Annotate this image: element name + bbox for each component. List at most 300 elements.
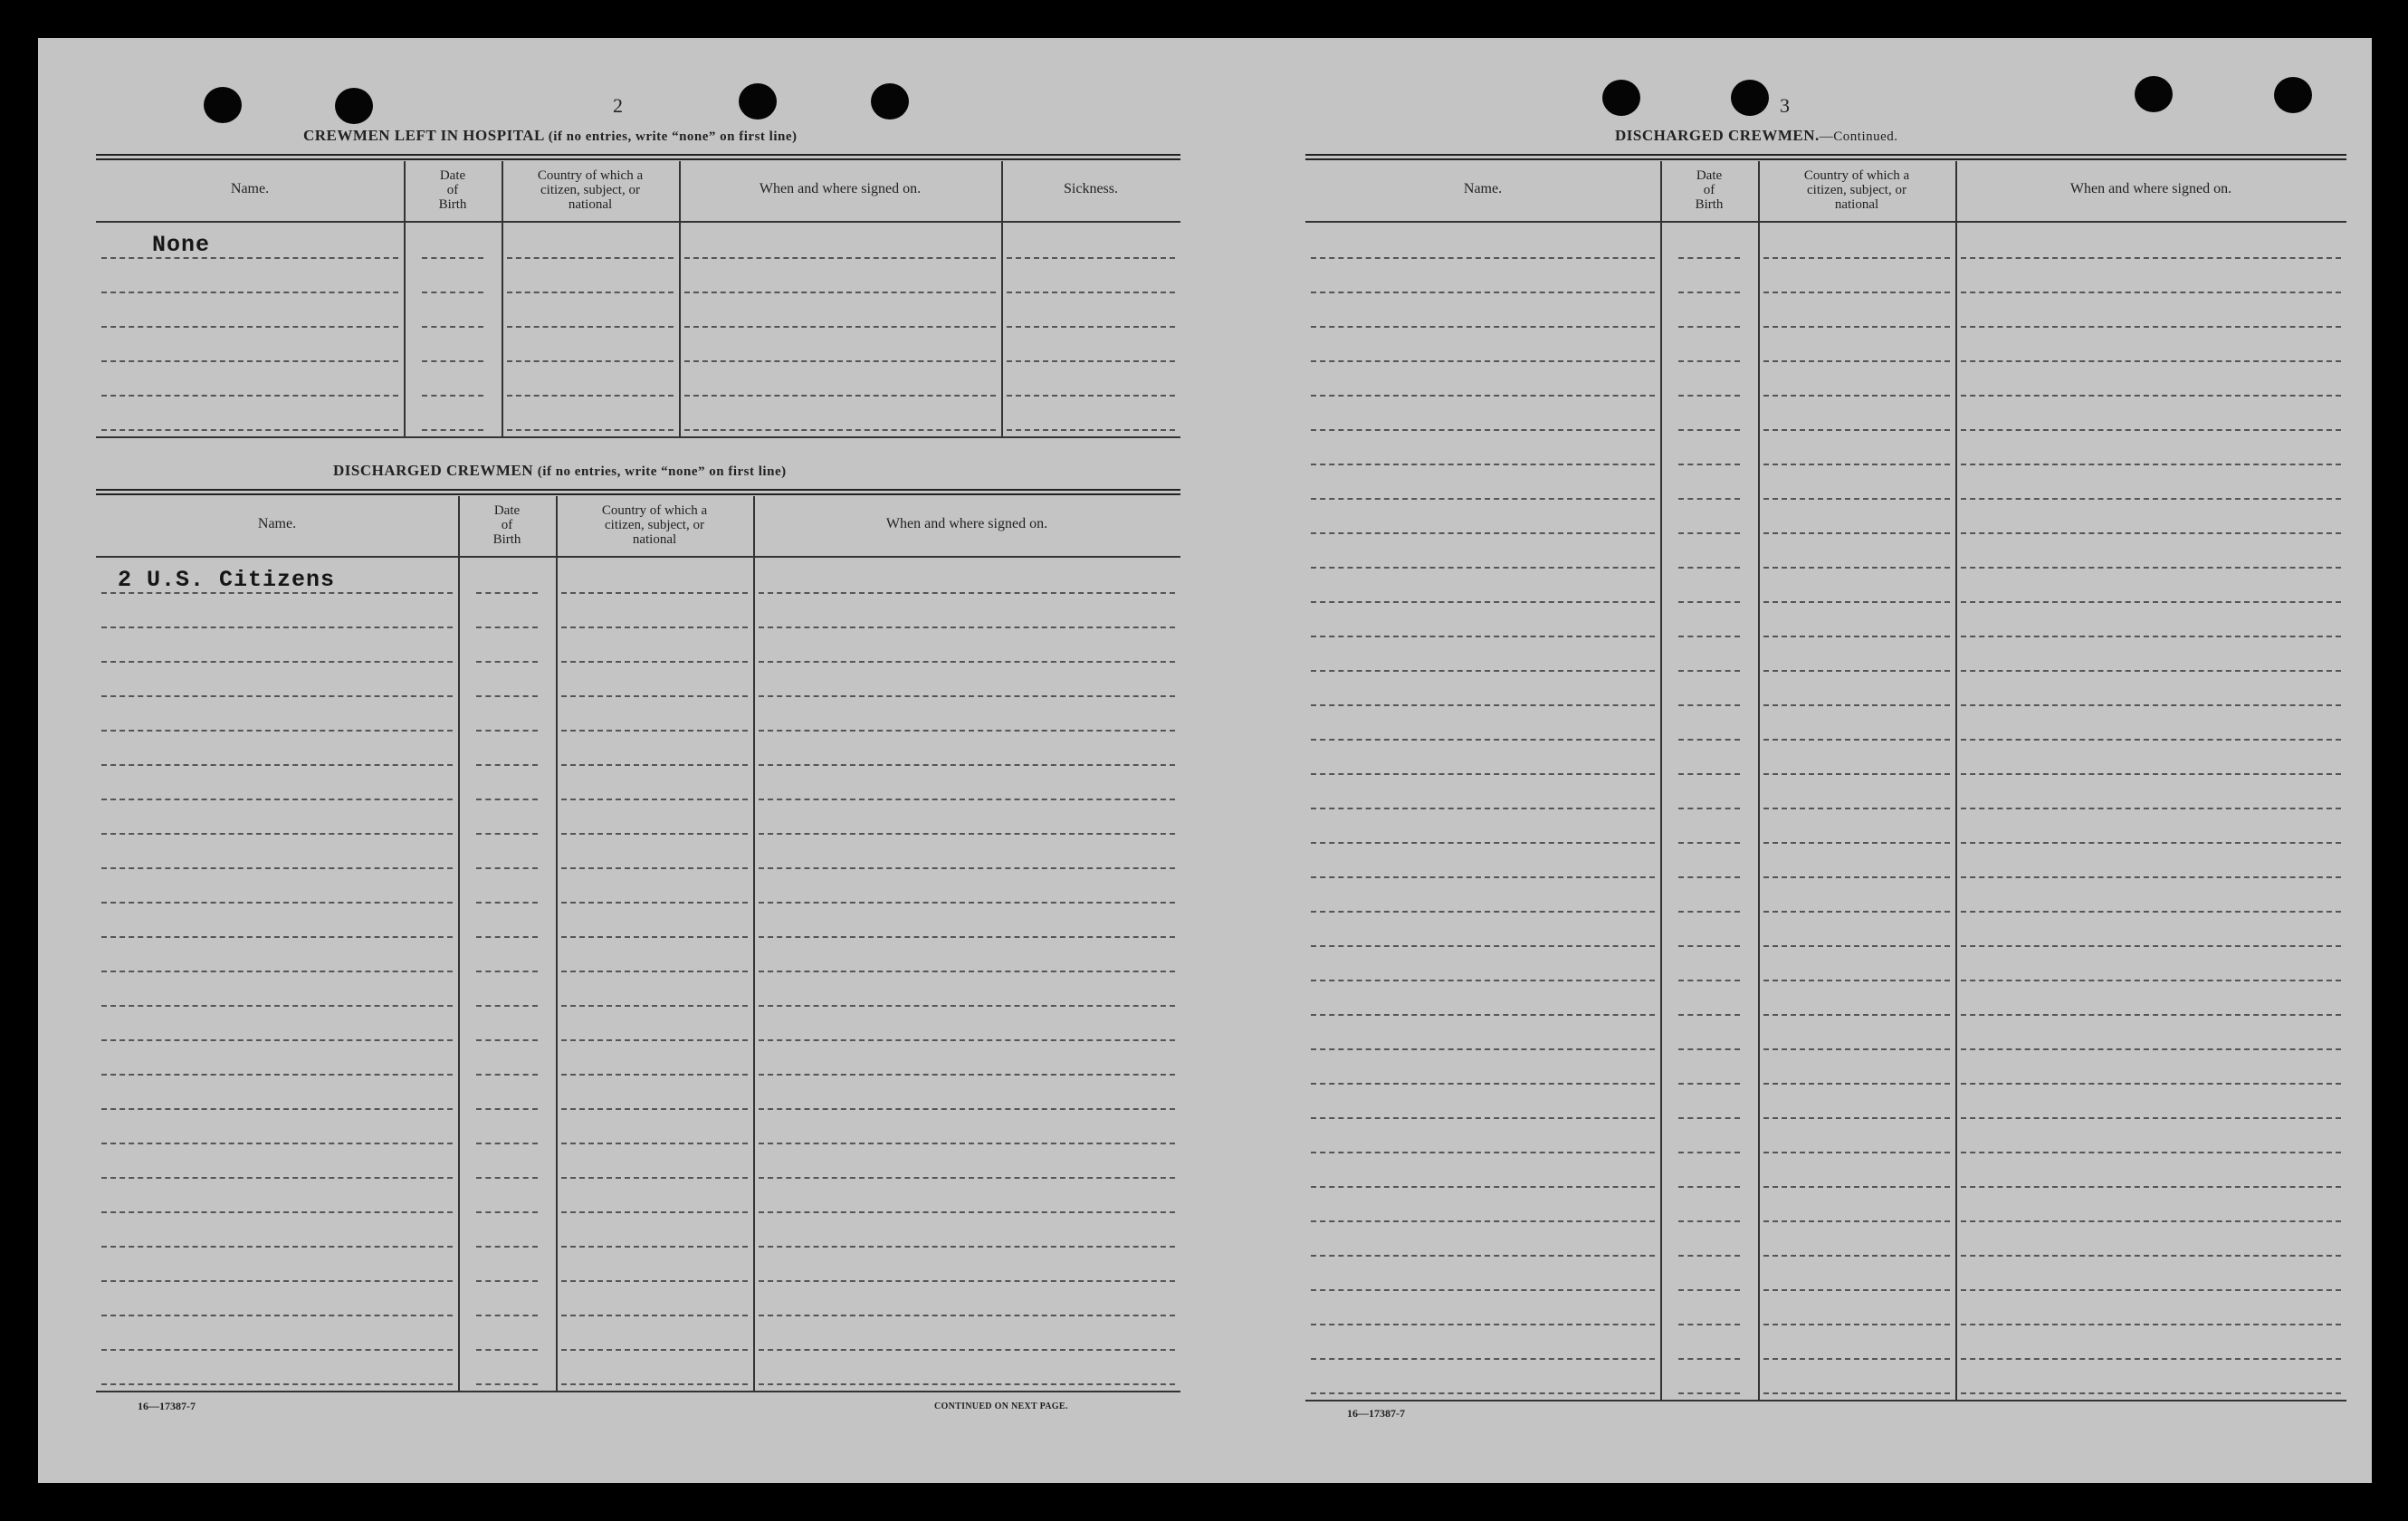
row-line (1763, 1289, 1950, 1291)
row-line (101, 395, 398, 397)
row-line (476, 833, 538, 835)
top-rule (1305, 158, 2346, 160)
hospital-title: CREWMEN LEFT IN HOSPITAL (303, 127, 544, 144)
row-line (561, 1211, 748, 1213)
row-line (1678, 911, 1740, 913)
punch-hole (1602, 80, 1640, 116)
top-rule (96, 154, 1180, 156)
top-rule (96, 158, 1180, 160)
row-line (684, 360, 996, 362)
row-line (101, 1211, 453, 1213)
form-code: 16—17387-7 (1347, 1407, 1405, 1420)
row-line (476, 627, 538, 628)
col-signed-header: When and where signed on. (2069, 181, 2232, 196)
row-line (1961, 704, 2341, 706)
row-line (422, 429, 483, 431)
row-line (1961, 1392, 2341, 1394)
row-line (1311, 842, 1655, 844)
row-line (1763, 1186, 1950, 1188)
column-rule (458, 496, 460, 1391)
row-line (1678, 1014, 1740, 1016)
row-line (101, 730, 453, 732)
row-line (1763, 1255, 1950, 1257)
row-line (1678, 1117, 1740, 1119)
row-line (1678, 292, 1740, 293)
row-line (1311, 773, 1655, 775)
row-line (1007, 257, 1175, 259)
row-line (1311, 1220, 1655, 1222)
punch-hole (2135, 76, 2173, 112)
row-line (1961, 360, 2341, 362)
row-line (1311, 395, 1655, 397)
punch-hole (335, 88, 373, 124)
form-code: 16—17387-7 (138, 1400, 196, 1412)
row-line (476, 1383, 538, 1385)
row-line (476, 867, 538, 869)
row-line (1678, 739, 1740, 741)
row-line (759, 1315, 1175, 1316)
row-line (1311, 292, 1655, 293)
row-line (561, 1039, 748, 1041)
row-line (1311, 567, 1655, 569)
row-line (1678, 532, 1740, 534)
row-line (1678, 326, 1740, 328)
row-line (1763, 395, 1950, 397)
col-signed-header: When and where signed on. (759, 181, 922, 196)
row-line (1311, 601, 1655, 603)
row-line (507, 257, 674, 259)
row-line (759, 971, 1175, 972)
row-line (1311, 1083, 1655, 1085)
row-line (1763, 704, 1950, 706)
punch-hole (2274, 77, 2312, 113)
row-line (1678, 1083, 1740, 1085)
header-rule (1305, 221, 2346, 223)
continued-note: CONTINUED ON NEXT PAGE. (934, 1401, 1068, 1411)
row-line (1311, 498, 1655, 500)
row-line (1311, 1014, 1655, 1016)
row-line (1763, 808, 1950, 809)
row-line (561, 1108, 748, 1110)
column-rule (556, 496, 558, 1391)
row-line (684, 429, 996, 431)
row-line (1678, 1324, 1740, 1325)
row-line (101, 326, 398, 328)
row-line (1961, 1014, 2341, 1016)
row-line (1311, 429, 1655, 431)
col-dob-header: Date of Birth (492, 503, 521, 547)
row-line (1961, 1152, 2341, 1153)
bottom-rule (96, 436, 1180, 438)
row-line (507, 360, 674, 362)
row-line (759, 592, 1175, 594)
column-rule (1660, 161, 1662, 1400)
row-line (101, 764, 453, 766)
row-line (1961, 808, 2341, 809)
row-line (101, 971, 453, 972)
hospital-section-title (303, 127, 798, 145)
bottom-rule (1305, 1400, 2346, 1401)
page-number: 3 (1780, 94, 1790, 117)
row-line (101, 257, 398, 259)
row-line (684, 326, 996, 328)
row-line (476, 902, 538, 904)
row-line (1311, 876, 1655, 878)
row-line (507, 395, 674, 397)
row-line (1961, 464, 2341, 465)
row-line (1678, 1289, 1740, 1291)
column-rule (679, 161, 681, 436)
row-line (507, 429, 674, 431)
row-line (759, 1280, 1175, 1282)
row-line (684, 395, 996, 397)
row-line (561, 902, 748, 904)
row-line (1678, 498, 1740, 500)
row-line (561, 1005, 748, 1007)
row-line (561, 1315, 748, 1316)
row-line (1961, 429, 2341, 431)
row-line (101, 936, 453, 938)
row-line (422, 360, 483, 362)
row-line (101, 1108, 453, 1110)
row-line (1763, 980, 1950, 981)
row-line (101, 695, 453, 697)
row-line (1311, 360, 1655, 362)
row-line (476, 1280, 538, 1282)
row-line (759, 1246, 1175, 1248)
row-line (1007, 326, 1175, 328)
row-line (561, 1349, 748, 1351)
row-line (1311, 911, 1655, 913)
row-line (1763, 257, 1950, 259)
col-name-header: Name. (1463, 181, 1503, 196)
row-line (101, 360, 398, 362)
right-section-title (1615, 127, 1898, 145)
row-line (476, 1074, 538, 1076)
row-line (1961, 1255, 2341, 1257)
row-line (1763, 670, 1950, 672)
row-line (476, 1211, 538, 1213)
row-line (1763, 360, 1950, 362)
row-line (422, 326, 483, 328)
row-line (1678, 1392, 1740, 1394)
col-name-header: Name. (230, 181, 270, 196)
header-rule (96, 221, 1180, 223)
row-line (1311, 636, 1655, 637)
row-line (1961, 842, 2341, 844)
form-sheet (38, 38, 2372, 1483)
row-line (759, 1349, 1175, 1351)
right-title-suffix: —Continued. (1819, 129, 1898, 144)
section-rule (96, 493, 1180, 495)
row-line (422, 292, 483, 293)
row-line (101, 833, 453, 835)
row-line (1763, 601, 1950, 603)
row-line (759, 695, 1175, 697)
row-line (1678, 1152, 1740, 1153)
row-line (1961, 395, 2341, 397)
row-line (1311, 980, 1655, 981)
row-line (1678, 808, 1740, 809)
row-line (1961, 911, 2341, 913)
row-line (476, 1108, 538, 1110)
col-country-header: Country of which a citizen, subject, or national (1803, 168, 1910, 212)
row-line (1961, 1117, 2341, 1119)
row-line (476, 1143, 538, 1144)
row-line (759, 764, 1175, 766)
row-line (1311, 532, 1655, 534)
row-line (1961, 1048, 2341, 1050)
row-line (101, 902, 453, 904)
row-line (1763, 464, 1950, 465)
column-rule (1001, 161, 1003, 436)
row-line (1311, 1358, 1655, 1360)
row-line (1763, 1392, 1950, 1394)
row-line (422, 395, 483, 397)
row-line (759, 627, 1175, 628)
discharged-note: (if no entries, write “none” on first line) (537, 464, 787, 479)
row-line (561, 1246, 748, 1248)
row-line (476, 971, 538, 972)
row-line (1961, 636, 2341, 637)
row-line (476, 695, 538, 697)
row-line (759, 1108, 1175, 1110)
row-line (1678, 842, 1740, 844)
row-line (1678, 1255, 1740, 1257)
row-line (1763, 292, 1950, 293)
row-line (759, 661, 1175, 663)
punch-hole (1731, 80, 1769, 116)
row-line (759, 902, 1175, 904)
row-line (1678, 395, 1740, 397)
row-line (1678, 601, 1740, 603)
row-line (759, 1005, 1175, 1007)
row-line (1678, 980, 1740, 981)
row-line (101, 429, 398, 431)
punch-hole (739, 83, 777, 120)
row-line (1961, 292, 2341, 293)
discharged-entry: 2 U.S. Citizens (118, 567, 336, 593)
row-line (476, 1005, 538, 1007)
row-line (101, 1280, 453, 1282)
row-line (1678, 1048, 1740, 1050)
row-line (1961, 532, 2341, 534)
row-line (507, 292, 674, 293)
row-line (1961, 945, 2341, 947)
row-line (1763, 567, 1950, 569)
row-line (476, 1349, 538, 1351)
row-line (1311, 808, 1655, 809)
row-line (1961, 739, 2341, 741)
row-line (759, 730, 1175, 732)
row-line (101, 1074, 453, 1076)
row-line (101, 1143, 453, 1144)
row-line (1763, 876, 1950, 878)
row-line (101, 1246, 453, 1248)
row-line (1961, 601, 2341, 603)
col-dob-header: Date of Birth (1695, 168, 1724, 212)
row-line (561, 1143, 748, 1144)
row-line (1311, 464, 1655, 465)
row-line (1311, 1289, 1655, 1291)
row-line (1678, 429, 1740, 431)
row-line (1678, 704, 1740, 706)
punch-hole (204, 87, 242, 123)
row-line (101, 1005, 453, 1007)
row-line (101, 627, 453, 628)
row-line (561, 661, 748, 663)
row-line (561, 833, 748, 835)
discharged-section-title (333, 462, 787, 480)
col-sickness-header: Sickness. (1064, 181, 1118, 196)
row-line (422, 257, 483, 259)
row-line (101, 661, 453, 663)
column-rule (1955, 161, 1957, 1400)
row-line (1007, 395, 1175, 397)
row-line (1311, 326, 1655, 328)
row-line (1311, 704, 1655, 706)
row-line (759, 1383, 1175, 1385)
row-line (101, 1383, 453, 1385)
col-signed-header: When and where signed on. (885, 516, 1048, 531)
row-line (561, 764, 748, 766)
row-line (476, 936, 538, 938)
discharged-title: DISCHARGED CREWMEN (333, 462, 534, 479)
row-line (1311, 1117, 1655, 1119)
row-line (561, 730, 748, 732)
row-line (759, 1074, 1175, 1076)
row-line (1961, 670, 2341, 672)
row-line (1961, 876, 2341, 878)
row-line (1763, 739, 1950, 741)
row-line (1763, 1358, 1950, 1360)
row-line (101, 292, 398, 293)
row-line (476, 1039, 538, 1041)
row-line (1961, 1324, 2341, 1325)
row-line (1311, 1255, 1655, 1257)
row-line (101, 1349, 453, 1351)
row-line (1763, 1220, 1950, 1222)
row-line (476, 1246, 538, 1248)
row-line (561, 592, 748, 594)
column-rule (753, 496, 755, 1391)
row-line (476, 730, 538, 732)
row-line (759, 799, 1175, 800)
row-line (1763, 1083, 1950, 1085)
row-line (1678, 567, 1740, 569)
row-line (1311, 1324, 1655, 1325)
row-line (1311, 1048, 1655, 1050)
column-rule (1758, 161, 1760, 1400)
row-line (561, 936, 748, 938)
row-line (1311, 1392, 1655, 1394)
row-line (1311, 1152, 1655, 1153)
header-rule (96, 556, 1180, 558)
row-line (1763, 1152, 1950, 1153)
row-line (101, 1039, 453, 1041)
row-line (507, 326, 674, 328)
row-line (1311, 257, 1655, 259)
row-line (561, 1177, 748, 1179)
row-line (1311, 670, 1655, 672)
row-line (1678, 257, 1740, 259)
row-line (1763, 773, 1950, 775)
row-line (1763, 1324, 1950, 1325)
row-line (561, 971, 748, 972)
row-line (476, 764, 538, 766)
hospital-note: (if no entries, write “none” on first line) (548, 129, 798, 144)
row-line (476, 592, 538, 594)
row-line (561, 1074, 748, 1076)
row-line (684, 292, 996, 293)
col-name-header: Name. (257, 516, 297, 531)
row-line (1763, 429, 1950, 431)
row-line (1763, 1048, 1950, 1050)
punch-hole (871, 83, 909, 120)
right-title: DISCHARGED CREWMEN. (1615, 127, 1820, 144)
row-line (1961, 567, 2341, 569)
row-line (1961, 1358, 2341, 1360)
row-line (1678, 360, 1740, 362)
row-line (1961, 980, 2341, 981)
row-line (561, 627, 748, 628)
row-line (1007, 360, 1175, 362)
row-line (759, 1211, 1175, 1213)
row-line (1678, 876, 1740, 878)
col-country-header: Country of which a citizen, subject, or national (537, 168, 644, 212)
row-line (101, 1177, 453, 1179)
row-line (1678, 1186, 1740, 1188)
row-line (1961, 1186, 2341, 1188)
row-line (1961, 773, 2341, 775)
row-line (1678, 945, 1740, 947)
row-line (1007, 429, 1175, 431)
row-line (1311, 739, 1655, 741)
row-line (1678, 670, 1740, 672)
row-line (1678, 636, 1740, 637)
row-line (759, 1143, 1175, 1144)
col-dob-header: Date of Birth (438, 168, 467, 212)
row-line (1763, 498, 1950, 500)
row-line (101, 867, 453, 869)
row-line (1763, 842, 1950, 844)
row-line (1678, 1220, 1740, 1222)
row-line (1311, 945, 1655, 947)
row-line (1763, 532, 1950, 534)
row-line (1763, 326, 1950, 328)
row-line (476, 661, 538, 663)
row-line (561, 867, 748, 869)
row-line (1961, 326, 2341, 328)
row-line (759, 833, 1175, 835)
row-line (476, 799, 538, 800)
row-line (1961, 1220, 2341, 1222)
row-line (101, 799, 453, 800)
row-line (1961, 257, 2341, 259)
section-rule (96, 489, 1180, 491)
row-line (1961, 1289, 2341, 1291)
row-line (1961, 1083, 2341, 1085)
row-line (1678, 773, 1740, 775)
row-line (561, 1383, 748, 1385)
row-line (561, 799, 748, 800)
row-line (759, 867, 1175, 869)
row-line (561, 695, 748, 697)
row-line (759, 1039, 1175, 1041)
row-line (101, 1315, 453, 1316)
col-country-header: Country of which a citizen, subject, or national (601, 503, 708, 547)
row-line (1311, 1186, 1655, 1188)
